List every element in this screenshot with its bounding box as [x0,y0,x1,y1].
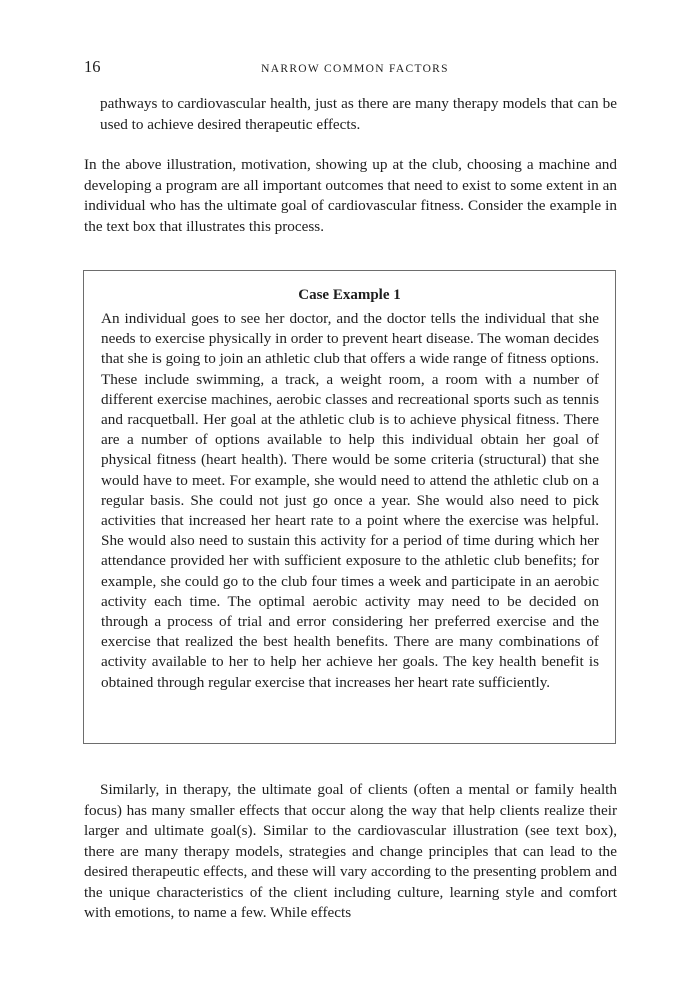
case-example-box [83,270,616,744]
page-number: 16 [84,57,101,76]
paragraph-illustration: In the above illustration, motivation, showing up at the club, choosing a machine and developing a program are all important outcomes that need to exist to some extent in an individual who has the ultimate goal of cardiovascular fitness. Consider the example in the text box that illustrates this process. [84,156,617,235]
running-head: NARROW COMMON FACTORS [261,63,449,75]
paragraph-continued: pathways to cardiovascular health, just as there are many therapy models that can be used to achieve desired therapeutic effects. [100,95,617,133]
paragraph-similarly: Similarly, in therapy, the ultimate goal of clients (often a mental or family health focus) has many smaller effects that occur along the way that help clients realize their larger and ultimate goal(s). Similar to the cardiovascular illustration (see text box), there are many therapy models, strategies and change principles that can lead to the desired therapeutic effects, and these will vary according to the presenting problem and the unique characteristics of the client including culture, learning style and comfort with emotions, to name a few. While effects [84,781,617,921]
case-example-title: Case Example 1 [298,287,401,303]
case-example-text: An individual goes to see her doctor, and the doctor tells the individual that she needs to exercise physically in order to prevent heart disease. The woman decides that she is going to join an athletic club that offers a wide range of fitness options. These include swimming, a track, a weight room, a room with a number of different exercise machines, aerobic classes and recreational sports such as tennis and racquetball. Her goal at the athletic club is to achieve physical fitness. There are a number of options available to help this individual obtain her goal of physical fitness (heart health). There would be some criteria (structural) that she would have to meet. For example, she would need to attend the athletic club on a regular basis. She could not just go once a year. She would also need to pick activities that increased her heart rate to a point where the exercise was helpful. She would also need to sustain this activity for a period of time during which her attendance provided her with sufficient exposure to the athletic club benefits; for example, she could go to the club four times a week and participate in an aerobic activity each time. The optimal aerobic activity may need to be decided on through a process of trial and error considering her preferred exercise and the exercise that realized the best health benefits. There are many combinations of activity available to her to help her achieve her goals. The key health benefit is obtained through regular exercise that increases her heart rate sufficiently. [101,310,599,691]
